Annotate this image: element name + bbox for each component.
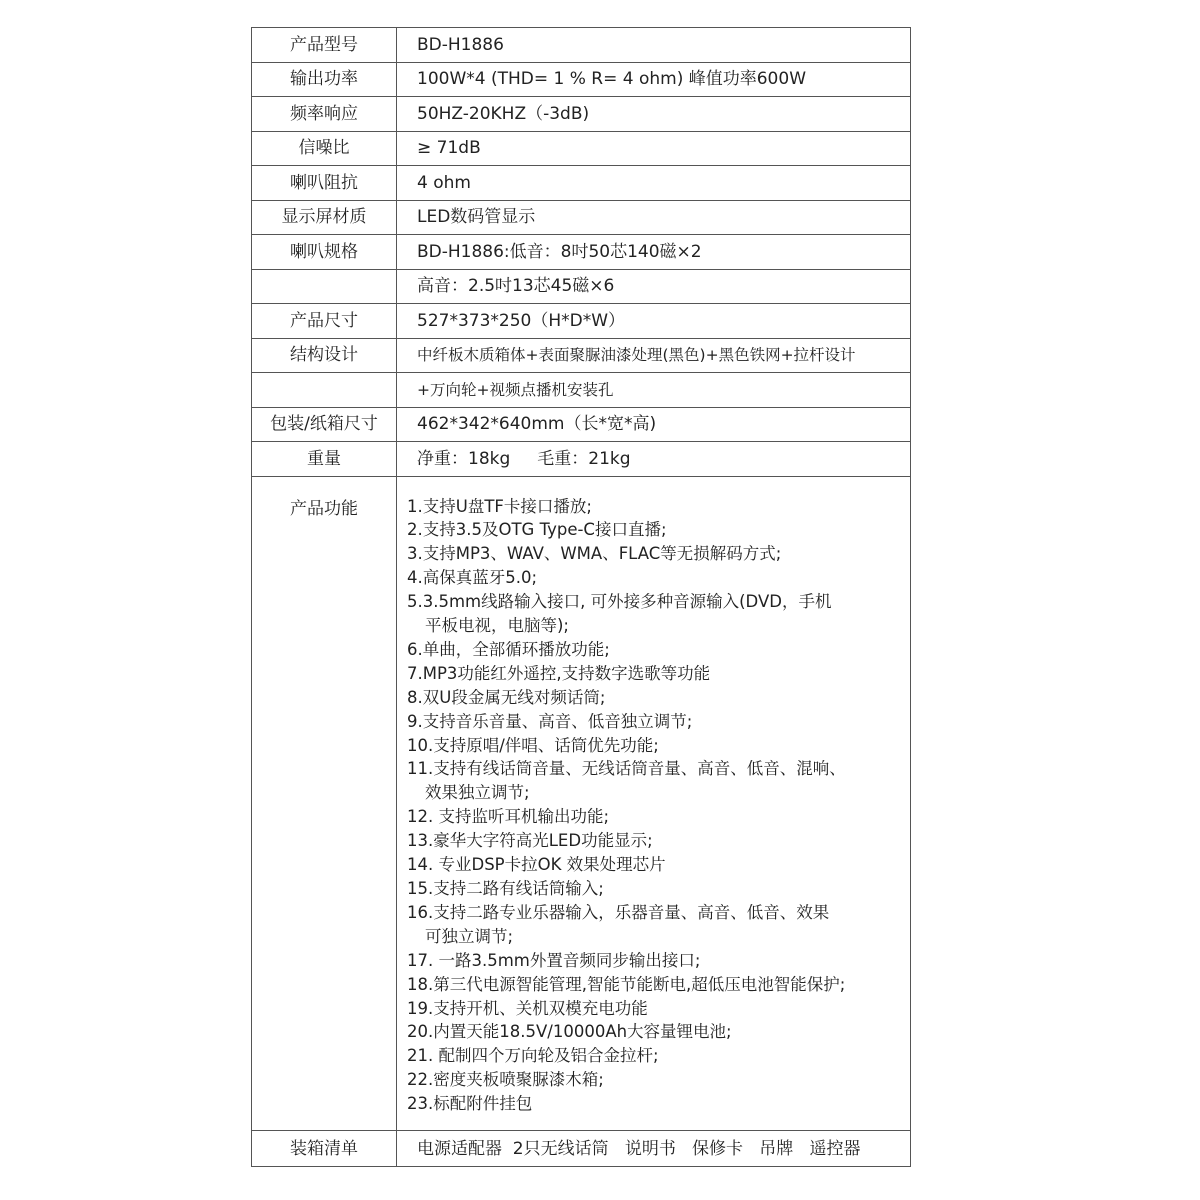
feature-item bbox=[407, 518, 902, 542]
spec-row-features bbox=[252, 476, 911, 1131]
feature-text: 21. 配制四个万向轮及铝合金拉杆; bbox=[407, 1046, 659, 1066]
spec-label: 产品尺寸 bbox=[252, 304, 397, 339]
features-cell bbox=[397, 476, 911, 1131]
spec-value: 4 ohm bbox=[397, 166, 911, 201]
spec-row-weight bbox=[252, 442, 911, 477]
feature-item bbox=[407, 590, 902, 638]
feature-text: 11.支持有线话筒音量、无线话筒音量、高音、低音、混响、 bbox=[407, 759, 846, 779]
spec-value: 中纤板木质箱体+表面聚脲油漆处理(黑色)+黑色铁网+拉杆设计 bbox=[397, 338, 911, 373]
feature-item bbox=[407, 805, 902, 829]
feature-text: 9.支持音乐音量、高音、低音独立调节; bbox=[407, 711, 693, 731]
feature-item bbox=[407, 542, 902, 566]
feature-text: 10.支持原唱/伴唱、话筒优先功能; bbox=[407, 735, 659, 755]
feature-item bbox=[407, 973, 902, 997]
feature-text: 18.第三代电源智能管理,智能节能断电,超低压电池智能保护; bbox=[407, 974, 846, 994]
spec-label: 喇叭规格 bbox=[252, 235, 397, 270]
spec-value: LED数码管显示 bbox=[397, 200, 911, 235]
feature-item bbox=[407, 710, 902, 734]
feature-text-continued: 可独立调节; bbox=[425, 926, 514, 946]
feature-item bbox=[407, 1092, 902, 1116]
spec-label bbox=[252, 269, 397, 304]
spec-row-model bbox=[252, 28, 911, 63]
feature-text: 17. 一路3.5mm外置音频同步输出接口; bbox=[407, 950, 701, 970]
feature-text: 14. 专业DSP卡拉OK 效果处理芯片 bbox=[407, 855, 666, 875]
spec-row-snr bbox=[252, 131, 911, 166]
feature-item bbox=[407, 1044, 902, 1068]
spec-label bbox=[252, 373, 397, 408]
spec-row-packing-list bbox=[252, 1131, 911, 1167]
feature-item bbox=[407, 901, 902, 949]
spec-label: 显示屏材质 bbox=[252, 200, 397, 235]
features-label: 产品功能 bbox=[252, 476, 397, 1131]
spec-value: 高音：2.5吋13芯45磁×6 bbox=[397, 269, 911, 304]
feature-item bbox=[407, 757, 902, 805]
spec-value: 462*342*640mm（长*宽*高) bbox=[397, 407, 911, 442]
packing-value: 电源适配器 2只无线话筒 说明书 保修卡 吊牌 遥控器 bbox=[397, 1131, 911, 1167]
packing-label: 装箱清单 bbox=[252, 1131, 397, 1167]
spec-value: 50HZ-20KHZ（-3dB) bbox=[397, 97, 911, 132]
feature-item bbox=[407, 949, 902, 973]
feature-text-continued: 平板电视，电脑等); bbox=[425, 616, 569, 636]
feature-text: 1.支持U盘TF卡接口播放; bbox=[407, 496, 592, 516]
feature-item bbox=[407, 1068, 902, 1092]
spec-row-display bbox=[252, 200, 911, 235]
spec-row-frequency-response bbox=[252, 97, 911, 132]
feature-item bbox=[407, 638, 902, 662]
feature-text: 19.支持开机、关机双模充电功能 bbox=[407, 998, 648, 1018]
spec-value: 净重：18kg 毛重：21kg bbox=[397, 442, 911, 477]
feature-item bbox=[407, 566, 902, 590]
spec-row-size bbox=[252, 304, 911, 339]
feature-item bbox=[407, 662, 902, 686]
feature-text: 20.内置天能18.5V/10000Ah大容量锂电池; bbox=[407, 1022, 732, 1042]
spec-label: 输出功率 bbox=[252, 62, 397, 97]
spec-row-output-power bbox=[252, 62, 911, 97]
feature-text-continued: 效果独立调节; bbox=[425, 783, 530, 803]
spec-row-package-size bbox=[252, 407, 911, 442]
feature-text: 13.豪华大字符高光LED功能显示; bbox=[407, 831, 653, 851]
feature-text: 12. 支持监听耳机输出功能; bbox=[407, 807, 610, 827]
feature-text: 5.3.5mm线路输入接口, 可外接多种音源输入(DVD，手机 bbox=[407, 592, 832, 612]
spec-row-speaker-spec bbox=[252, 235, 911, 270]
feature-item bbox=[407, 877, 902, 901]
feature-text: 7.MP3功能红外遥控,支持数字选歌等功能 bbox=[407, 663, 711, 683]
spec-label: 重量 bbox=[252, 442, 397, 477]
feature-item bbox=[407, 1020, 902, 1044]
spec-value: 527*373*250（H*D*W） bbox=[397, 304, 911, 339]
feature-text: 6.单曲，全部循环播放功能; bbox=[407, 639, 610, 659]
spec-row-structure bbox=[252, 338, 911, 373]
features-list bbox=[407, 495, 902, 1117]
spec-value: +万向轮+视频点播机安装孔 bbox=[397, 373, 911, 408]
feature-text: 4.高保真蓝牙5.0; bbox=[407, 568, 538, 588]
feature-text: 2.支持3.5及OTG Type-C接口直播; bbox=[407, 520, 667, 540]
spec-label: 喇叭阻抗 bbox=[252, 166, 397, 201]
spec-label: 包装/纸箱尺寸 bbox=[252, 407, 397, 442]
feature-item bbox=[407, 495, 902, 519]
spec-table bbox=[251, 27, 911, 1167]
feature-item bbox=[407, 686, 902, 710]
spec-value: BD-H1886:低音：8吋50芯140磁×2 bbox=[397, 235, 911, 270]
spec-label: 信噪比 bbox=[252, 131, 397, 166]
spec-row-structure-cont bbox=[252, 373, 911, 408]
spec-row-speaker-spec-cont bbox=[252, 269, 911, 304]
spec-label: 结构设计 bbox=[252, 338, 397, 373]
spec-value: BD-H1886 bbox=[397, 28, 911, 63]
feature-item bbox=[407, 997, 902, 1021]
feature-item bbox=[407, 853, 902, 877]
spec-value: ≥ 71dB bbox=[397, 131, 911, 166]
feature-text: 8.双U段金属无线对频话筒; bbox=[407, 687, 606, 707]
feature-text: 23.标配附件挂包 bbox=[407, 1094, 533, 1114]
spec-label: 产品型号 bbox=[252, 28, 397, 63]
feature-item bbox=[407, 734, 902, 758]
feature-item bbox=[407, 829, 902, 853]
feature-text: 15.支持二路有线话筒输入; bbox=[407, 879, 604, 898]
feature-text: 22.密度夹板喷聚脲漆木箱; bbox=[407, 1070, 604, 1090]
spec-value: 100W*4 (THD= 1 % R= 4 ohm) 峰值功率600W bbox=[397, 62, 911, 97]
spec-label: 频率响应 bbox=[252, 97, 397, 132]
feature-text: 3.支持MP3、WAV、WMA、FLAC等无损解码方式; bbox=[407, 544, 782, 564]
spec-row-impedance bbox=[252, 166, 911, 201]
feature-text: 16.支持二路专业乐器输入，乐器音量、高音、低音、效果 bbox=[407, 902, 830, 922]
